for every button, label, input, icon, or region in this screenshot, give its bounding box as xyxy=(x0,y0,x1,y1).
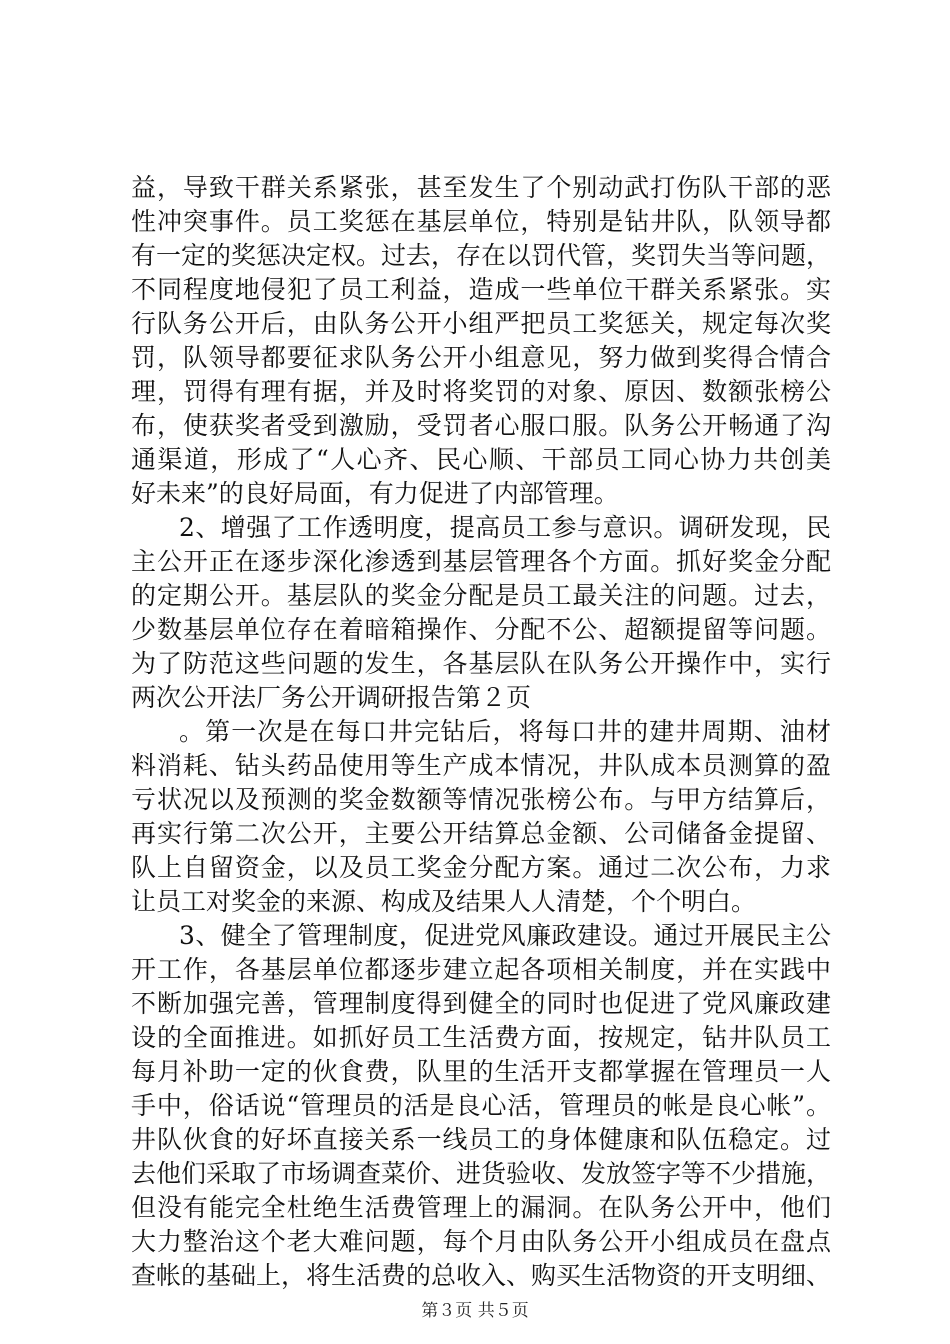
body-text-line: 性冲突事件。员工奖惩在基层单位，特别是钻井队，队领导都 xyxy=(131,207,831,236)
body-text-line: 再实行第二次公开，主要公开结算总金额、公司储备金提留、 xyxy=(131,819,831,848)
body-text-line: 的定期公开。基层队的奖金分配是员工最关注的问题。过去， xyxy=(131,581,831,610)
body-text-line: 益，导致干群关系紧张，甚至发生了个别动武打伤队干部的恶 xyxy=(131,173,831,202)
body-text-line: 有一定的奖惩决定权。过去，存在以罚代管，奖罚失当等问题， xyxy=(131,241,832,270)
body-text-line: 让员工对奖金的来源、构成及结果人人清楚，个个明白。 xyxy=(131,887,757,916)
body-text-line: 不同程度地侵犯了员工利益，造成一些单位干群关系紧张。实 xyxy=(131,275,831,304)
body-text-line: 理，罚得有理有据，并及时将奖罚的对象、原因、数额张榜公 xyxy=(131,377,831,406)
body-text-line: 每月补助一定的伙食费，队里的生活开支都掌握在管理员一人 xyxy=(131,1057,831,1086)
paragraph-2-first-line: 2、增强了工作透明度，提高员工参与意识。调研发现，民 xyxy=(179,513,831,542)
body-text-line: 亏状况以及预测的奖金数额等情况张榜公布。与甲方结算后， xyxy=(131,785,831,814)
body-text-line: 手中，俗话说“管理员的活是良心活，管理员的帐是良心帐”。 xyxy=(131,1091,831,1120)
page-number-footer: 第３页 共５页 xyxy=(421,1301,529,1321)
body-text-line: 为了防范这些问题的发生，各基层队在队务公开操作中，实行 xyxy=(131,649,831,678)
body-text-line: 两次公开法厂务公开调研报告第２页 xyxy=(131,683,532,712)
body-text-line: 布，使获奖者受到激励，受罚者心服口服。队务公开畅通了沟 xyxy=(131,411,831,440)
body-text-line: 队上自留资金，以及员工奖金分配方案。通过二次公布，力求 xyxy=(131,853,831,882)
paragraph-3-first-line: 3、健全了管理制度，促进党风廉政建设。通过开展民主公 xyxy=(179,921,831,950)
body-text-line: 主公开正在逐步深化渗透到基层管理各个方面。抓好奖金分配 xyxy=(131,547,831,576)
body-text-line: 大力整治这个老大难问题，每个月由队务公开小组成员在盘点 xyxy=(131,1227,831,1256)
paragraph-continuation-line: 。第一次是在每口井完钻后，将每口井的建井周期、油材 xyxy=(179,717,831,746)
body-text-line: 少数基层单位存在着暗箱操作、分配不公、超额提留等问题。 xyxy=(131,615,831,644)
body-text-line: 设的全面推进。如抓好员工生活费方面，按规定，钻井队员工 xyxy=(131,1023,831,1052)
body-text-line: 查帐的基础上，将生活费的总收入、购买生活物资的开支明细、 xyxy=(131,1261,832,1290)
body-text-line: 开工作，各基层单位都逐步建立起各项相关制度，并在实践中 xyxy=(131,955,831,984)
body-text-line: 不断加强完善，管理制度得到健全的同时也促进了党风廉政建 xyxy=(131,989,831,1018)
body-text-line: 井队伙食的好坏直接关系一线员工的身体健康和队伍稳定。过 xyxy=(131,1125,831,1154)
body-text-line: 但没有能完全杜绝生活费管理上的漏洞。在队务公开中，他们 xyxy=(131,1193,831,1222)
body-text-line: 去他们采取了市场调查菜价、进货验收、发放签字等不少措施， xyxy=(131,1159,832,1188)
body-text-line: 好未来”的良好局面，有力促进了内部管理。 xyxy=(131,479,619,508)
body-text-line: 罚，队领导都要征求队务公开小组意见，努力做到奖得合情合 xyxy=(131,343,831,372)
body-text-line: 行队务公开后，由队务公开小组严把员工奖惩关，规定每次奖 xyxy=(131,309,831,338)
body-text-line: 通渠道，形成了“人心齐、民心顺、干部员工同心协力共创美 xyxy=(131,445,831,474)
body-text-line: 料消耗、钻头药品使用等生产成本情况，井队成本员测算的盈 xyxy=(131,751,831,780)
